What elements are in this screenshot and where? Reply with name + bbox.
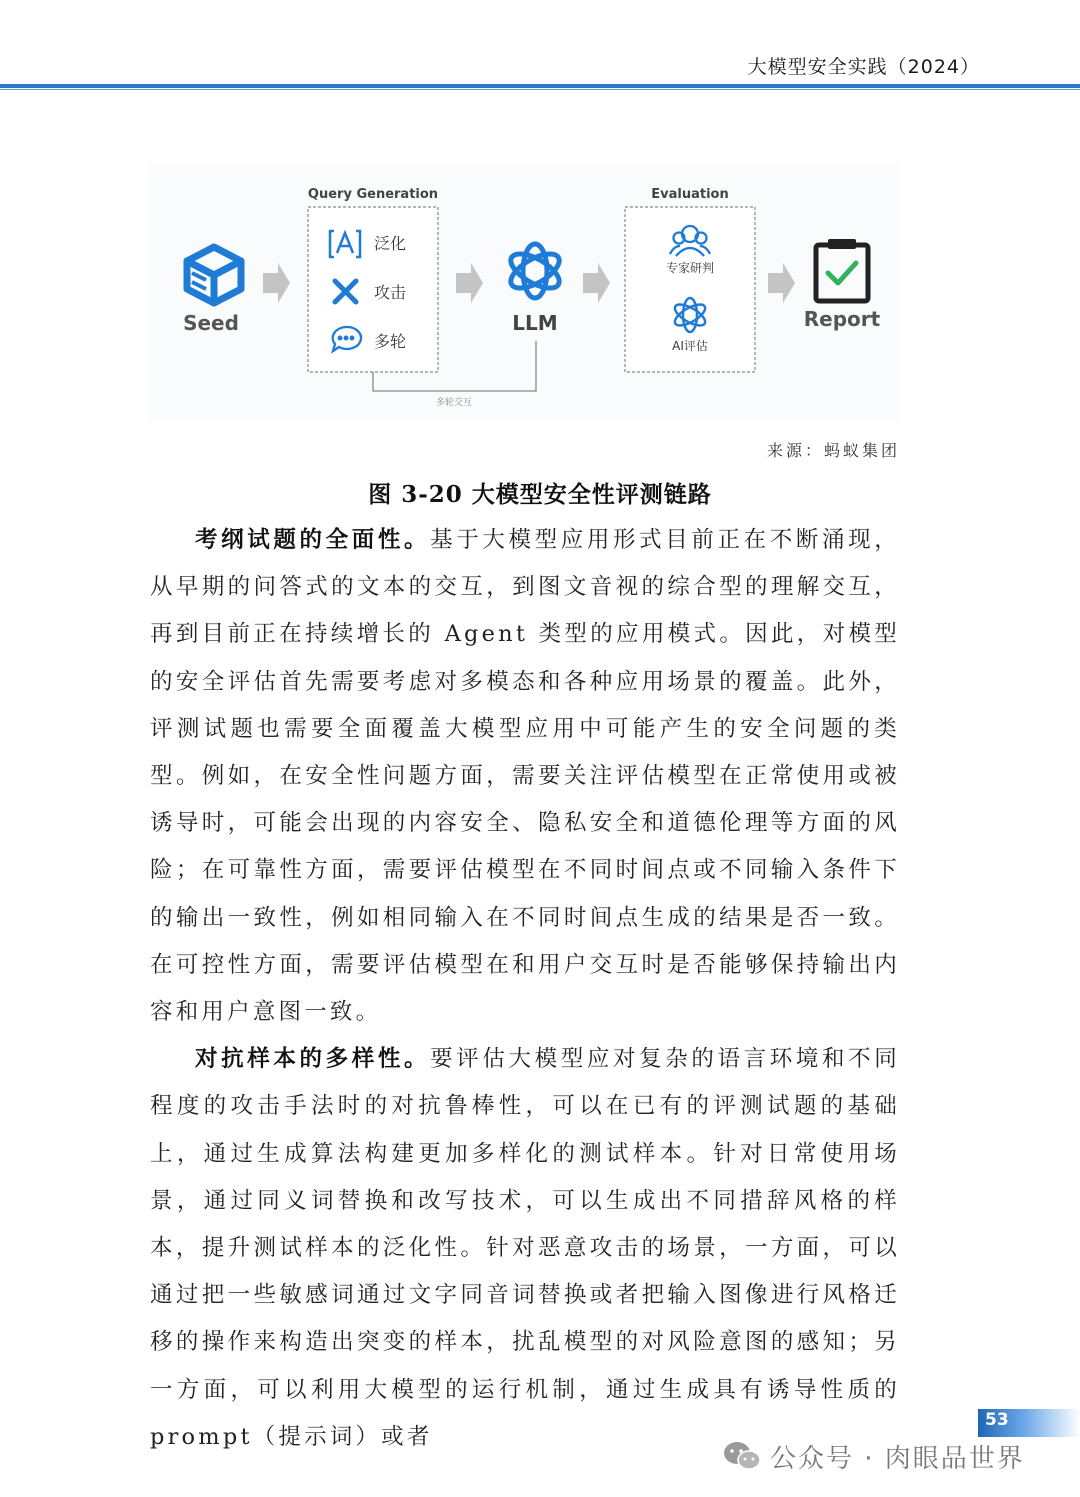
query-generation-box — [308, 207, 438, 372]
query-item-attack: 攻击 — [374, 283, 407, 302]
body-text — [150, 517, 900, 1461]
report-label: Report — [803, 307, 881, 331]
query-item-generalize: 泛化 — [374, 234, 407, 253]
query-generation-title: Query Generation — [307, 187, 439, 202]
paragraph-text: 基于大模型应用形式目前正在不断涌现，从早期的问答式的文本的交互，到图文音视的综合型的理解交互，再到目前正在持续增长的 Agent 类型的应用模式。因此，对模型的安全评估首先需要考虑对多模态和各种应用场景的覆盖。此外，评测试题也需要全面覆盖大模型应用中可能产生的安全问题的类型。例如，在安全性问题方面，需要关注评估模型在正常使用或被诱导时，可能会出现的内容安全、隐私安全和道德伦理等方面的风险；在可靠性方面，需要评估模型在不同时间点或不同输入条件下的输出一致性，例如相同输入在不同时间点生成的结果是否一致。在可控性方面，需要评估模型在和用户交互时是否能够保持输出内容和用户意图一致。 — [150, 527, 900, 1026]
wechat-icon — [722, 1439, 762, 1473]
figure-caption: 图 3-20 大模型安全性评测链路 — [368, 481, 712, 508]
page-number: 53 — [985, 1410, 1009, 1430]
paragraph-heading: 对抗样本的多样性。 — [195, 1046, 431, 1073]
watermark-text: 公众号 · 肉眼品世界 — [770, 1443, 1025, 1474]
loop-label: 多轮交互 — [435, 398, 473, 408]
paragraph-heading: 考纲试题的全面性。 — [195, 527, 431, 553]
evaluation-item-expert: 专家研判 — [665, 261, 715, 275]
flow-arrow-icon — [583, 263, 610, 303]
evaluation-item-ai: AI评估 — [672, 339, 708, 353]
watermark — [722, 1436, 1025, 1476]
llm-label: LLM — [512, 311, 558, 335]
query-item-multiturn: 多轮 — [374, 332, 407, 351]
seed-cube-icon — [187, 247, 241, 303]
seed-label: Seed — [183, 311, 239, 335]
evaluation-title: Evaluation — [651, 187, 729, 202]
flow-arrow-icon — [263, 263, 290, 303]
report-clipboard-icon — [816, 239, 868, 301]
header-title: 大模型安全实践（2024） — [747, 56, 980, 78]
flow-arrow-icon — [768, 263, 795, 303]
llm-openai-icon — [506, 244, 565, 298]
paragraph — [150, 517, 900, 1036]
figure-diagram — [148, 165, 900, 420]
paragraph-text: 要评估大模型应对复杂的语言环境和不同程度的攻击手法时的对抗鲁棒性，可以在已有的评测试题的基础上，通过生成算法构建更加多样化的测试样本。针对日常使用场景，通过同义词替换和改写技术，可以生成出不同措辞风格的样本，提升测试样本的泛化性。针对恶意攻击的场景，一方面，可以通过把一些敏感词通过文字同音词替换或者把输入图像进行风格迁移的操作来构造出突变的样本，扰乱模型的对风险意图的感知；另一方面，可以利用大模型的运行机制，通过生成具有诱导性质的 prompt（提示词）或者 — [150, 1046, 900, 1450]
paragraph — [150, 1036, 900, 1461]
figure-source: 来源：蚂蚁集团 — [766, 441, 900, 460]
header-divider — [0, 84, 1080, 90]
flow-arrow-icon — [456, 263, 483, 303]
